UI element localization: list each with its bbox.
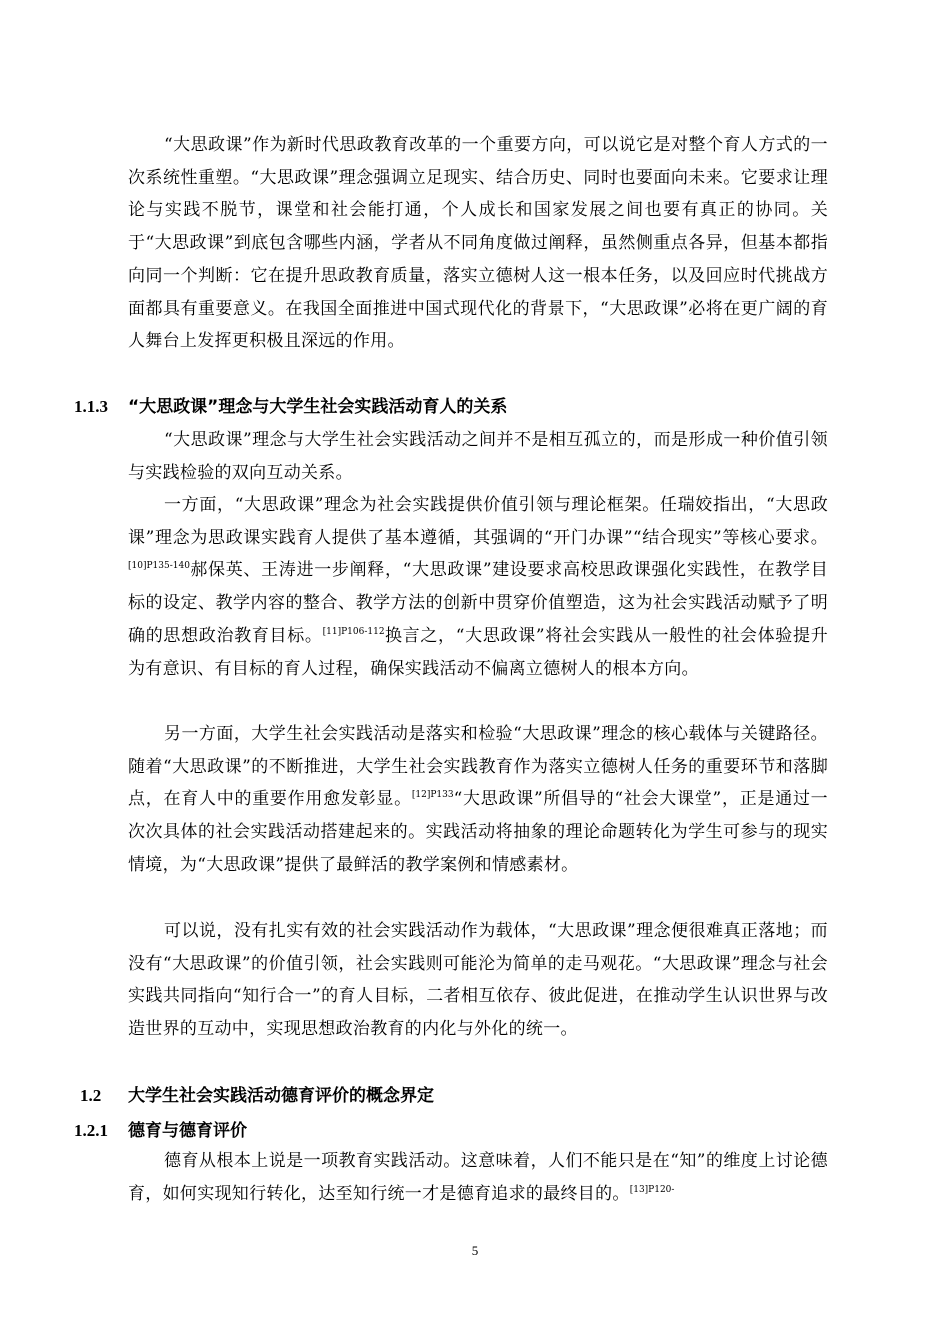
paragraph-relation: “大思政课”理念与大学生社会实践活动之间并不是相互孤立的，而是形成一种价值引领与实践检验的双向互动关系。: [128, 430, 828, 483]
citation-ref: [13]P120-: [629, 1184, 675, 1195]
paragraph-conclusion: 可以说，没有扎实有效的社会实践活动作为载体，“大思政课”理念便很难真正落地；而没有“大思政课”的价值引领，社会实践则可能沦为简单的走马观花。“大思政课”理念与社会实践共同指向“知行合一”的育人目标，二者相互依存、彼此促进，在推动学生认识世界与改造世界的互动中，实现思想政治教育的内化与外化的统一。: [128, 921, 828, 1040]
citation-ref: [10]P135-140: [128, 561, 190, 572]
section-title: “大思政课”理念与大学生社会实践活动育人的关系: [128, 397, 508, 417]
text-segment: “大思政课”所倡导的“社会大课堂”，正是通过一次次具体的社会实践活动搭建起来的。实践活动将抽象的理论命题转化为学生可参与的现实情境，为“大思政课”提供了最鲜活的教学案例和情感素材。: [128, 789, 828, 875]
section-number: 1.2.1: [74, 1121, 108, 1140]
text-segment: 郝保英、王涛进一步阐释，“大思政课”建设要求高校思政课强化实践性，在教学目标的设定、教学内容的整合、教学方法的创新中贯穿价值塑造，这为社会实践活动赋予了明确的思想政治教育目标。: [128, 560, 828, 646]
section-number: 1.1.3: [74, 397, 108, 416]
text-segment: 另一方面，大学生社会实践活动是落实和检验“大思政课”理念的核心载体与关键路径。随着“大思政课”的不断推进，大学生社会实践教育作为落实立德树人任务的重要环节和落脚点，在育人中的重要作用愈发彰显。: [128, 724, 828, 810]
paragraph-intro: “大思政课”作为新时代思政教育改革的一个重要方向，可以说它是对整个育人方式的一次系统性重塑。“大思政课”理念强调立足现实、结合历史、同时也要面向未来。它要求让理论与实践不脱节，课堂和社会能打通，个人成长和国家发展之间也要有真正的协同。关于“大思政课”到底包含哪些内涵，学者从不同角度做过阐释，虽然侧重点各异，但基本都指向同一个判断：它在提升思政教育质量，落实立德树人这一根本任务，以及回应时代挑战方面都具有重要意义。在我国全面推进中国式现代化的背景下，“大思政课”必将在更广阔的育人舞台上发挥更积极且深远的作用。: [128, 135, 828, 352]
section-heading-1-2: [80, 1084, 434, 1108]
text-segment: 德育从根本上说是一项教育实践活动。这意味着，人们不能只是在“知”的维度上讨论德育，如何实现知行转化，达至知行统一才是德育追求的最终目的。: [128, 1151, 828, 1204]
paragraph-other-hand: [128, 718, 828, 882]
text-segment: 换言之，“大思政课”将社会实践从一般性的社会体验提升为有意识、有目标的育人过程，确保实践活动不偏离立德树人的根本方向。: [128, 625, 828, 679]
citation-ref: [12]P133: [411, 790, 454, 801]
paragraph-moral-education: [128, 1145, 828, 1210]
section-heading-1-1-3: [74, 395, 507, 419]
paragraph-one-hand: [128, 489, 828, 685]
section-title: 大学生社会实践活动德育评价的概念界定: [128, 1086, 434, 1106]
citation-ref: [11]P106-112: [322, 626, 385, 637]
page-number: 5: [471, 1243, 479, 1258]
section-number: 1.2: [80, 1086, 102, 1105]
section-heading-1-2-1: [74, 1119, 247, 1143]
text-segment: 一方面，“大思政课”理念为社会实践提供价值引领与理论框架。任瑞姣指出，“大思政课”理念为思政课实践育人提供了基本遵循，其强调的“开门办课”“结合现实”等核心要求。: [128, 495, 828, 548]
section-title: 德育与德育评价: [128, 1121, 247, 1141]
